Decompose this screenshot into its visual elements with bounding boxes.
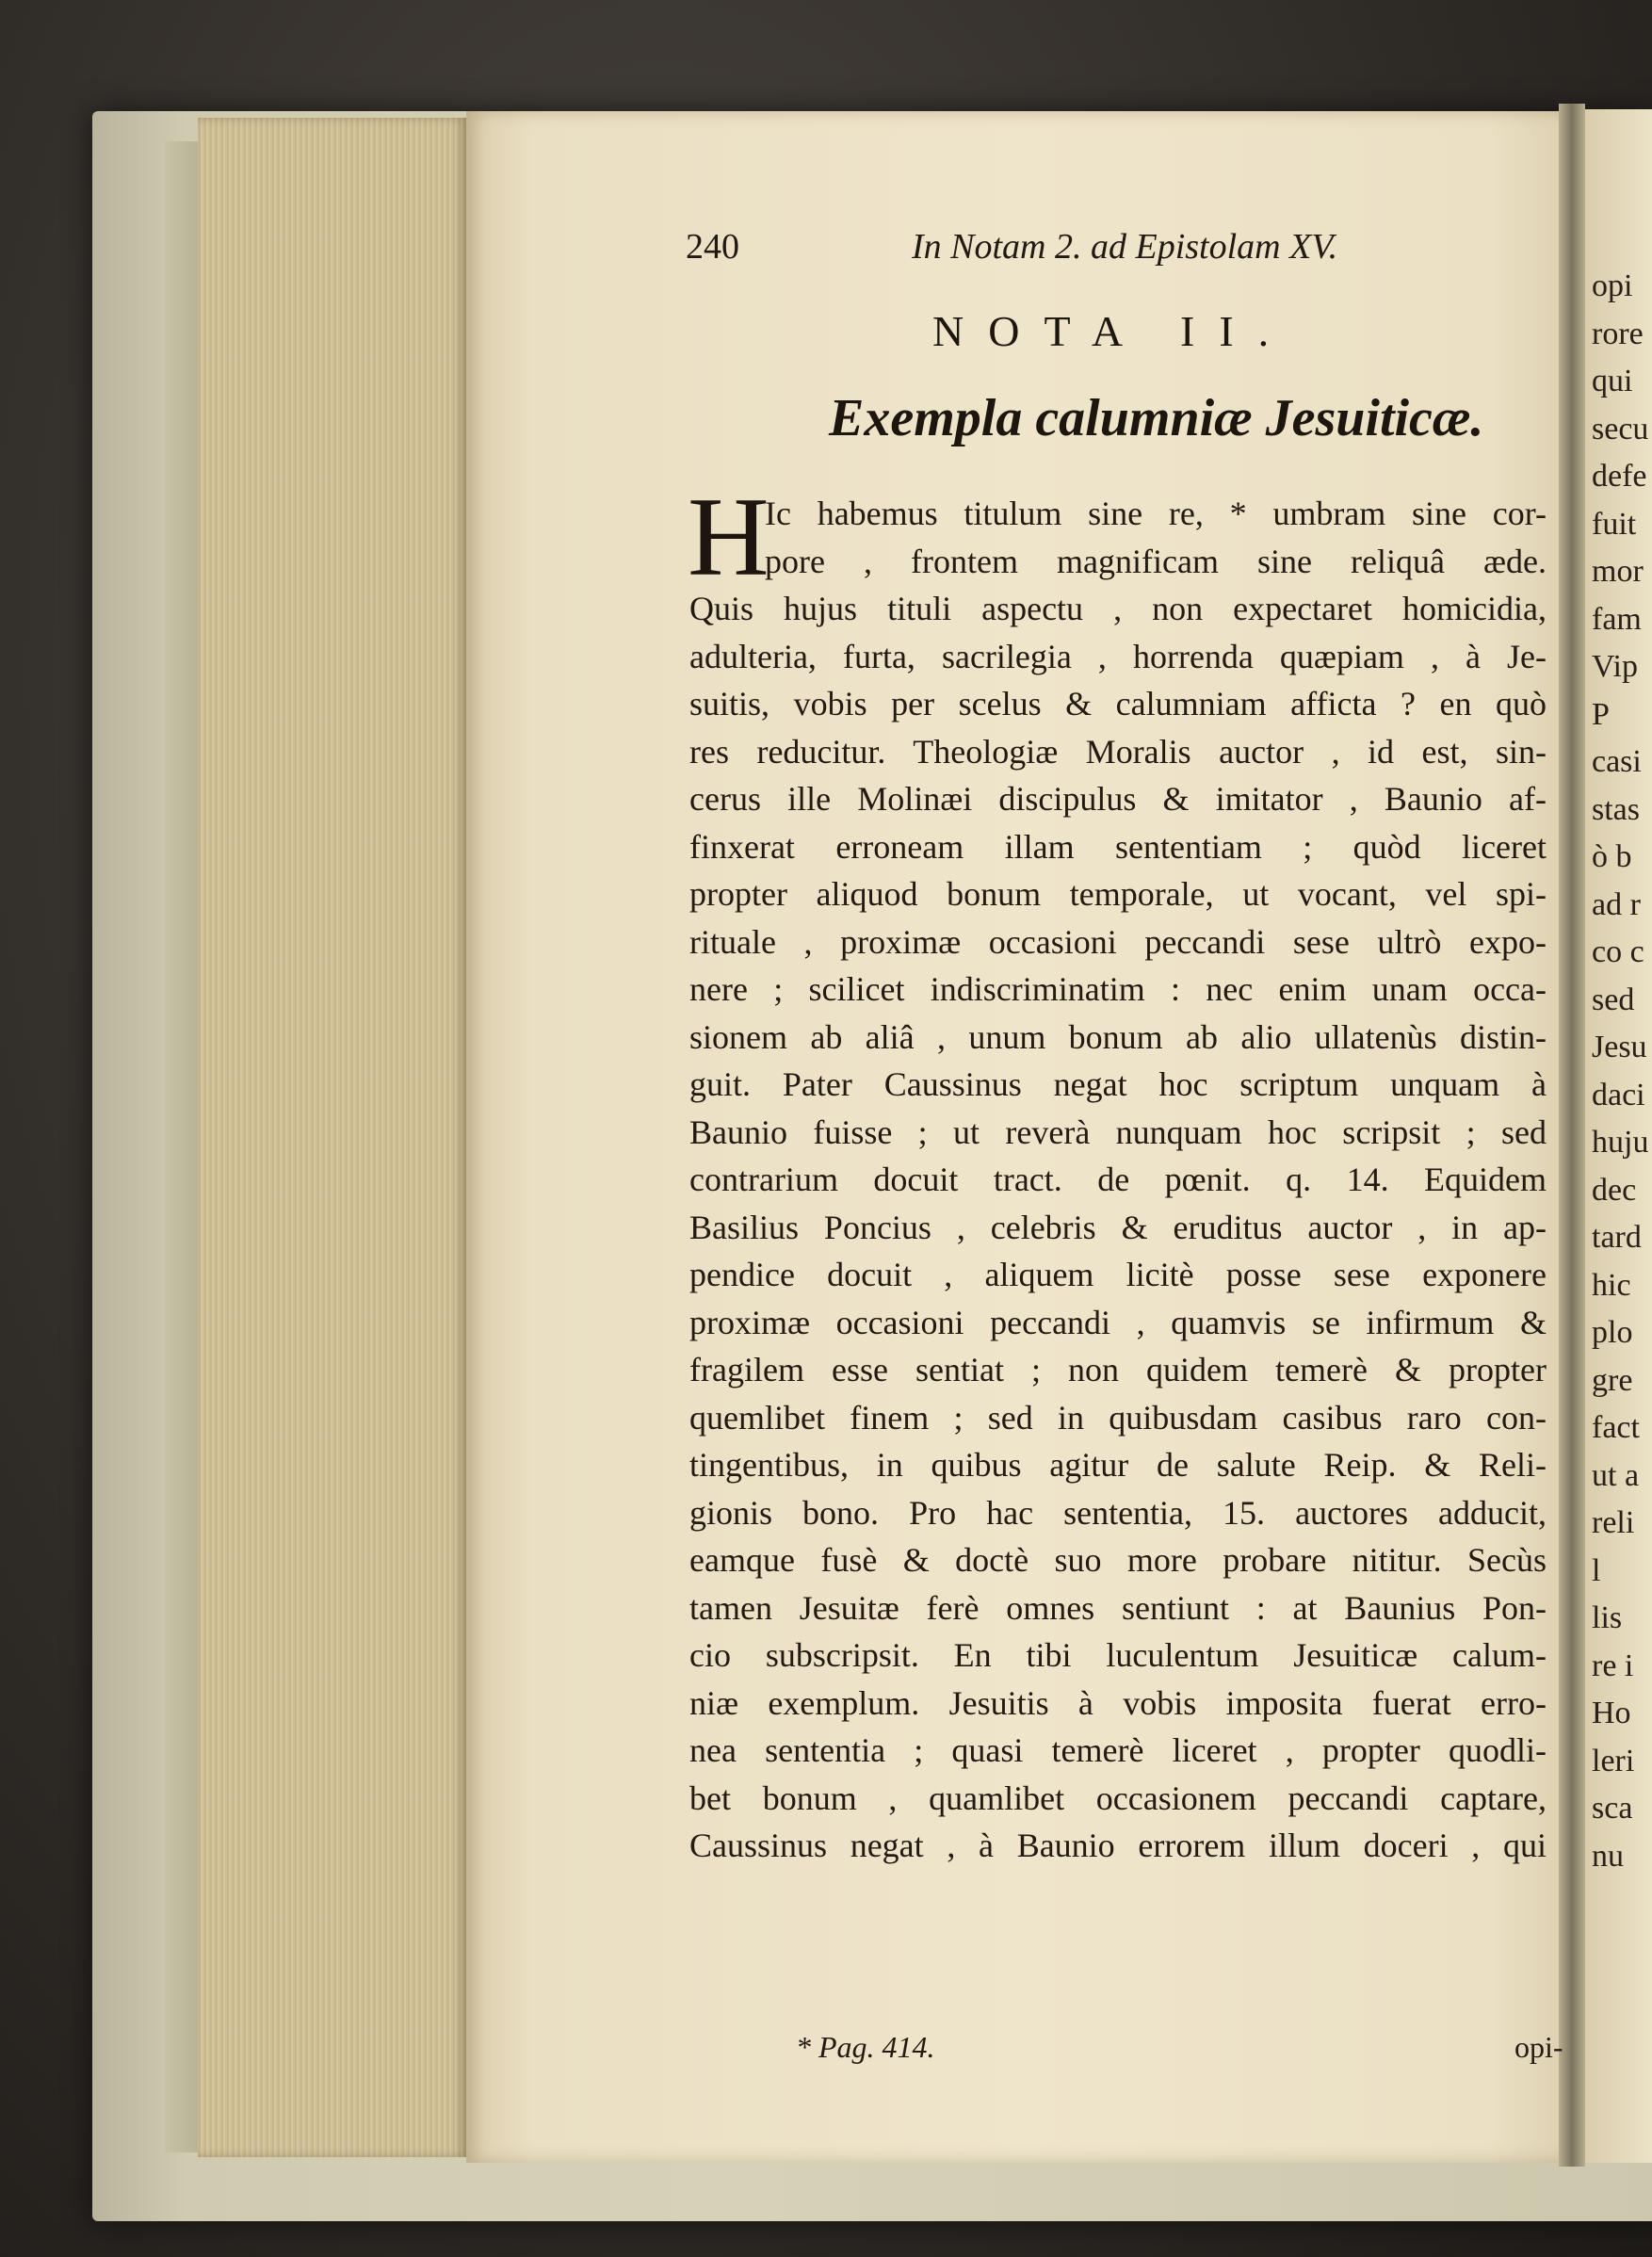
text-line: contrarium docuit tract. de pœnit. q. 14. Equidem [689,1161,1547,1198]
facing-text-fragment: mor [1592,554,1644,589]
facing-text-fragment: P [1592,696,1610,732]
facing-text-fragment: plo [1592,1315,1633,1350]
text-line: proximæ occasioni peccandi , quamvis se infirmum & [689,1303,1547,1341]
text-line: Quis hujus tituli aspectu , non expectaret homicidia, [689,590,1547,627]
facing-text-fragment: opi [1592,268,1633,303]
facing-text-fragment: sca [1592,1791,1633,1826]
facing-text-fragment: dec [1592,1172,1637,1208]
facing-text-fragment: reli [1592,1505,1635,1540]
text-line: finxerat erroneam illam sententiam ; quòd liceret [689,827,1547,866]
text-line: quemlibet finem ; sed in quibusdam casibus raro con- [689,1398,1547,1437]
facing-text-fragment: Jesu [1592,1030,1647,1064]
text-line: suitis, vobis per scelus & calumniam afficta ? en quò [689,685,1547,723]
facing-text-fragment: Vip [1592,649,1638,684]
text-line: niæ exemplum. Jesuitis à vobis imposita fuerat erro- [689,1683,1547,1722]
text-line: cerus ille Molinæi discipulus & imitator , Baunio af- [689,780,1547,818]
book-gutter [1559,104,1585,2167]
facing-text-fragment: re i [1592,1648,1634,1683]
facing-text-fragment: co c [1592,934,1644,969]
facing-text-fragment: sed [1592,982,1635,1017]
facing-text-fragment: secu [1592,411,1649,447]
text-line: gionis bono. Pro hac sententia, 15. auctores adducit, [689,1493,1547,1532]
text-line: Basilius Poncius , celebris & eruditus auctor , in ap- [689,1208,1547,1246]
facing-text-fragment: nu [1592,1838,1624,1874]
section-subtitle: Exempla calumniæ Jesuiticæ. [829,389,1484,447]
facing-text-fragment: tard [1592,1220,1642,1255]
text-line: eamque fusè & doctè suo more probare nititur. Secùs [689,1541,1547,1579]
text-line: cio subscripsit. En tibi luculentum Jesuiticæ calum- [689,1636,1547,1674]
drop-cap: H [688,474,769,599]
text-line: bet bonum , quamlibet occasionem peccandi captare, [689,1778,1547,1817]
facing-text-fragment: hic [1592,1267,1631,1303]
running-head-title: In Notam 2. ad Epistolam XV. [912,227,1338,267]
text-line: sionem ab aliâ , unum bonum ab alio ullatenùs distin- [689,1017,1547,1056]
facing-text-fragment: stas [1592,791,1640,827]
text-line: pore , frontem magnificam sine reliquâ æde. [765,542,1547,580]
text-line: pendice docuit , aliquem licitè posse sese exponere [689,1256,1547,1293]
catchword: opi- [1514,2030,1563,2064]
text-line: rituale , proximæ occasioni peccandi sese ultrò expo- [689,922,1547,961]
facing-text-fragment: ò b [1592,839,1632,874]
footnote: * Pag. 414. [796,2030,935,2064]
facing-text-fragment: huju [1592,1125,1649,1160]
text-line: tingentibus, in quibus agitur de salute Reip. & Reli- [689,1446,1547,1484]
facing-text-fragment: fam [1592,601,1642,637]
text-line: guit. Pater Caussinus negat hoc scriptum unquam à [689,1065,1547,1103]
text-line: fragilem esse sentiat ; non quidem temerè & propter [689,1351,1547,1388]
text-line: Caussinus negat , à Baunio errorem illum doceri , qui [689,1827,1547,1864]
page-number: 240 [686,227,739,267]
facing-text-fragment: qui [1592,364,1633,398]
facing-text-fragment: fuit [1592,506,1637,542]
facing-text-fragment: rore [1592,316,1644,351]
text-line: nea sententia ; quasi temerè liceret , propter quodli- [689,1731,1547,1769]
facing-text-fragment: gre [1592,1362,1633,1398]
facing-text-fragment: fact [1592,1410,1640,1445]
page-edges [198,118,466,2157]
facing-text-fragment: defe [1592,459,1647,494]
facing-text-fragment: casi [1592,744,1642,779]
facing-text-fragment: leri [1592,1743,1635,1778]
facing-text-fragment: daci [1592,1077,1645,1112]
text-line: tamen Jesuitæ ferè omnes sentiunt : at Baunius Pon- [689,1588,1547,1627]
text-line: adulteria, furta, sacrilegia , horrenda quæpiam , à Je- [689,637,1547,675]
binding-edge [165,141,201,2152]
facing-text-fragment: ut a [1592,1457,1640,1493]
facing-text-fragment: Ho [1592,1696,1631,1730]
section-heading: NOTA II. [932,307,1294,355]
facing-text-fragment: l [1592,1552,1601,1588]
facing-text-fragment: ad r [1592,886,1641,922]
facing-text-fragment: lis [1592,1600,1623,1635]
text-line: Baunio fuisse ; ut reverà nunquam hoc scripsit ; sed [689,1112,1547,1151]
text-line: Ic habemus titulum sine re, * umbram sine cor- [765,495,1547,532]
text-line: nere ; scilicet indiscriminatim : nec enim unam occa- [689,970,1547,1008]
text-line: propter aliquod bonum temporale, ut vocant, vel spi- [689,875,1547,913]
body-text [688,474,1547,1870]
text-line: res reducitur. Theologiæ Moralis auctor , id est, sin- [689,732,1547,771]
